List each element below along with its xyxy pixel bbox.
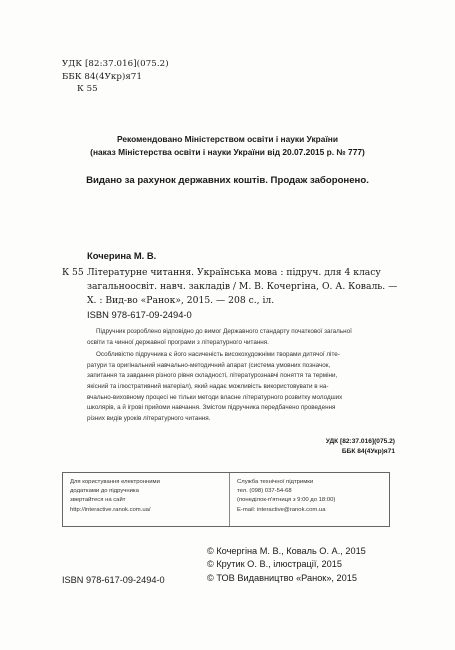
recommendation-line-1: Рекомендовано Міністерством освіти і науки України <box>116 134 339 144</box>
udc-code-secondary: УДК [82:37.016](075.2) <box>325 438 395 445</box>
ministry-recommendation <box>0 133 455 158</box>
annotation-line: ратури та оригінальний навчально-методичний апарат (система умовних позначок, <box>87 361 331 369</box>
bbk-code: ББК 84(4Укр)я71 <box>62 71 143 82</box>
bibliographic-code: К 55 <box>62 267 84 278</box>
isbn-bottom: ISBN 978-617-09-2494-0 <box>62 575 165 585</box>
copyright-block <box>207 545 366 585</box>
bibliographic-line-1: Літературне читання. Українська мова : підруч. для 4 класу <box>87 267 381 278</box>
box-left-line: Для користування електронними <box>70 479 160 485</box>
technical-support-info <box>237 478 387 515</box>
copyright-line: © ТОВ Видавництво «Ранок», 2015 <box>207 572 357 583</box>
bibliographic-entry <box>62 266 397 308</box>
isbn-main: ISBN 978-617-09-2494-0 <box>87 309 192 320</box>
copyright-line: © Кочергіна М. В., Коваль О. А., 2015 <box>207 546 366 556</box>
bibliographic-author: Кочерина М. В. <box>87 250 157 261</box>
support-hours: (понеділок-п'ятниця з 9:00 до 18:00) <box>237 497 336 504</box>
bibliographic-line-3: Х. : Вид-во «Ранок», 2015. — 208 с., іл. <box>87 295 275 306</box>
electronic-resources-info <box>70 478 220 515</box>
support-email-link[interactable]: E-mail: interactive@ranok.com.ua <box>237 506 326 513</box>
udc-code: УДК [82:37.016](075.2) <box>62 59 169 69</box>
annotation-line: якісний та ілюстративний матеріал), який надає можливість використовувати в на- <box>87 382 329 390</box>
annotation-line: освіти та чинної державної програми з літературного читання. <box>87 338 269 346</box>
book-annotation <box>87 327 397 424</box>
interactive-site-link[interactable]: http://interactive.ranok.com.ua/ <box>70 506 151 513</box>
funding-notice: Видано за рахунок державних коштів. Продаж заборонено. <box>86 175 369 186</box>
box-right-line: Служба технічної підтримки <box>237 479 314 485</box>
annotation-line: різних видів уроків літературного читання. <box>87 414 211 422</box>
classification-block <box>62 58 169 96</box>
annotation-line: Особливістю підручника є його насиченість високохудожніми творами дитячої літе- <box>96 351 340 359</box>
annotation-line: вчально-виховному процесі не тільки методи власне літературного розвитку молодших <box>87 393 343 401</box>
electronic-resources-box <box>62 472 390 527</box>
copyright-line: © Крутик О. В., ілюстрації, 2015 <box>207 559 342 570</box>
annotation-line: Підручник розроблено відповідно до вимог Державного стандарту початкової загальної <box>96 328 352 335</box>
annotation-line: запитання та завдання різного рівня складності, літературознавчі поняття та терміни, <box>87 372 338 380</box>
bibliographic-line-2: загальноосвіт. навч. закладів / М. В. Кочергіна, О. А. Коваль. — <box>87 281 398 292</box>
support-phone: тел. (098) 037-54-68 <box>237 488 292 495</box>
recommendation-line-2: (наказ Міністерства освіти і науки України від 20.07.2015 р. № 777) <box>90 146 365 157</box>
bbk-code-secondary: ББК 84(4Укр)я71 <box>341 448 395 456</box>
author-mark: К 55 <box>77 84 98 94</box>
annotation-line: школярів, а й ігрові прийоми навчання. Змістом підручника передбачено проведення <box>87 404 336 412</box>
box-left-line: звертайтеся на сайт <box>70 497 126 504</box>
box-left-line: додатками до підручника <box>70 488 139 495</box>
classification-block-secondary <box>326 437 395 458</box>
box-divider <box>229 473 230 526</box>
